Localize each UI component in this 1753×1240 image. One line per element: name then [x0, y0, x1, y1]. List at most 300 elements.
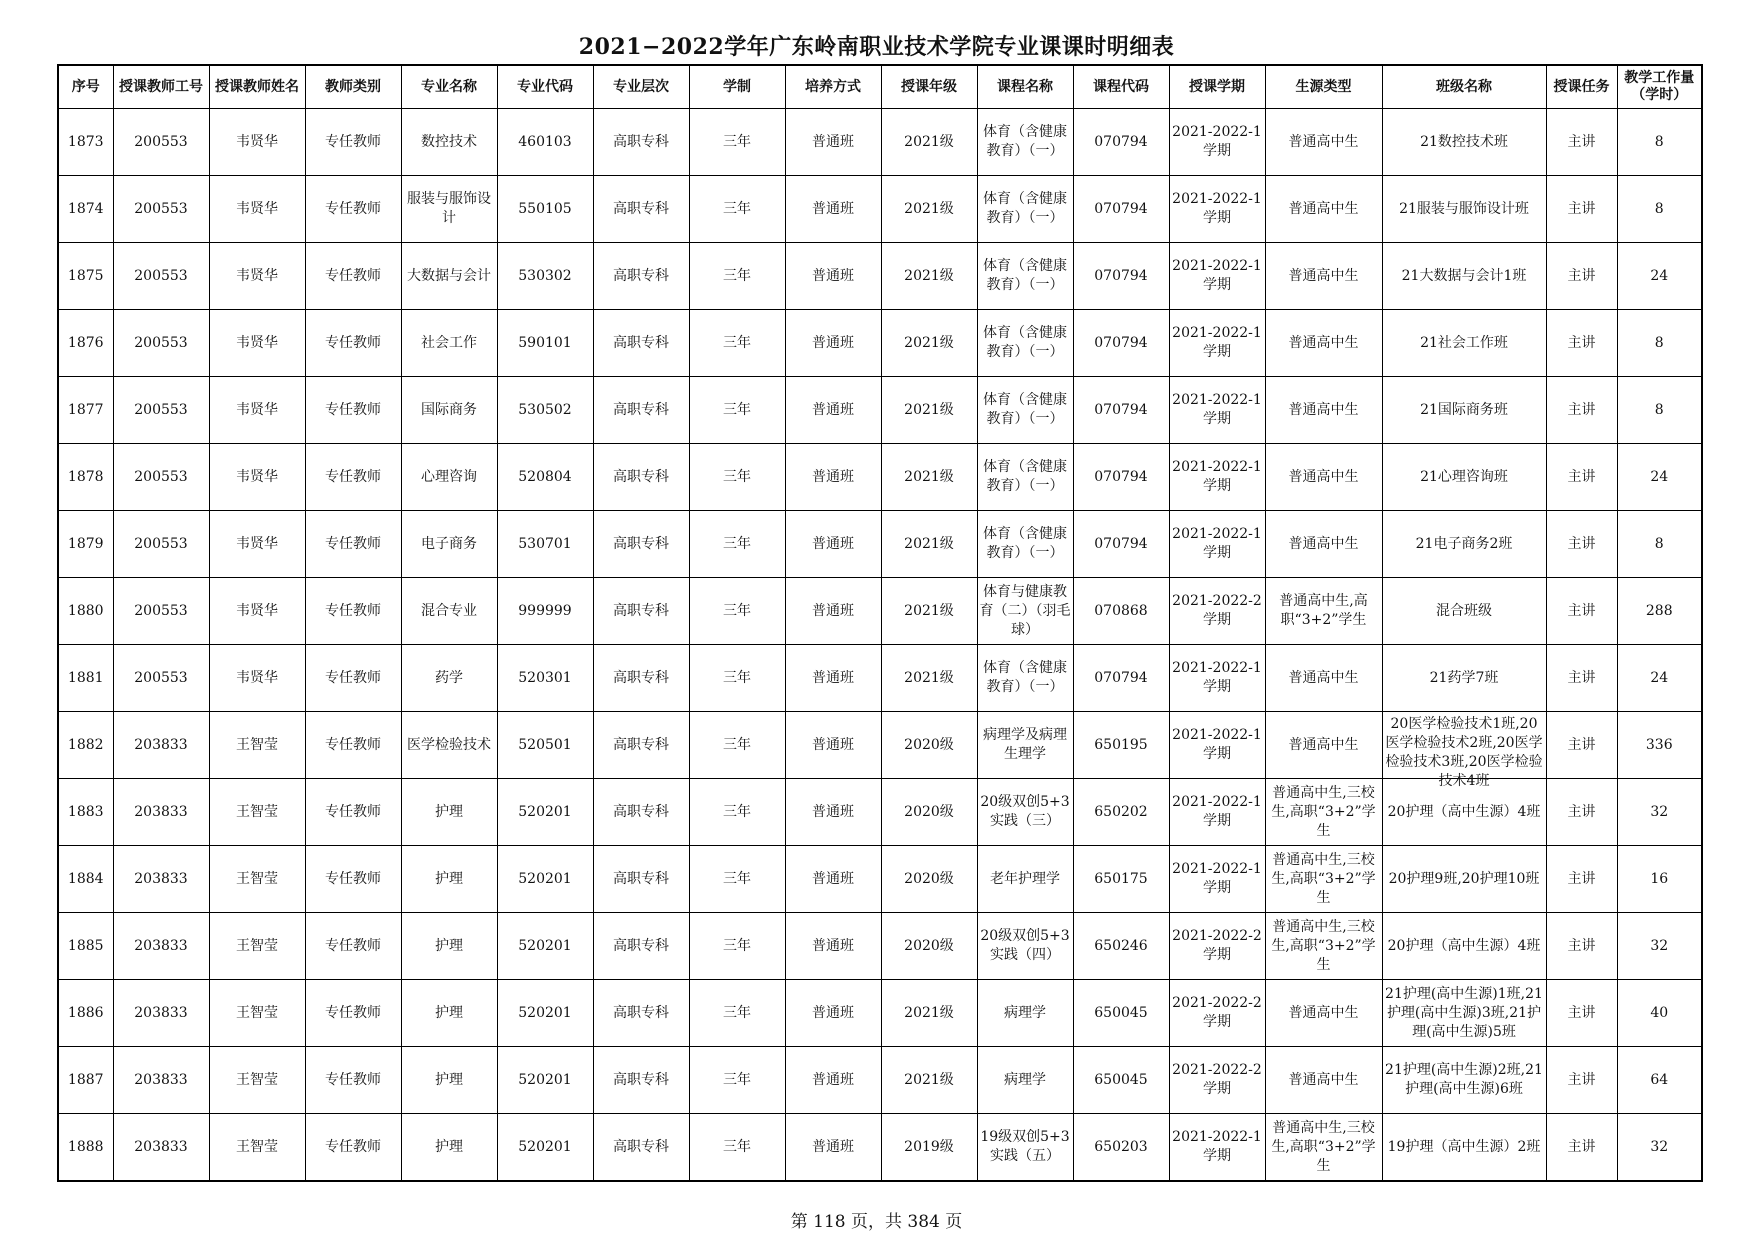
course-code: 650045 — [1094, 1004, 1148, 1021]
course-name-cell — [977, 846, 1073, 913]
major-level: 高职专科 — [613, 602, 669, 619]
row-number-cell — [58, 846, 113, 913]
teacher-category-cell — [305, 645, 401, 712]
teacher-id: 200553 — [134, 669, 188, 686]
course-name-cell — [977, 243, 1073, 310]
teaching-task: 主讲 — [1567, 1071, 1596, 1088]
major-level: 高职专科 — [613, 267, 669, 284]
teaching-task-cell — [1546, 109, 1617, 176]
teaching-task-cell — [1546, 243, 1617, 310]
major-level: 高职专科 — [613, 736, 669, 753]
row-number: 1883 — [67, 803, 104, 820]
major-code: 530302 — [518, 267, 572, 284]
column-header: 序号 — [58, 65, 113, 109]
program-length: 三年 — [723, 334, 751, 351]
teacher-id-cell — [113, 779, 209, 846]
program-length: 三年 — [723, 870, 751, 887]
student-source: 普通高中生 — [1288, 267, 1359, 284]
course-name: 19级双创5+3实践（五） — [980, 1129, 1070, 1164]
training-mode: 普通班 — [812, 1071, 854, 1088]
teacher-category-cell — [305, 913, 401, 980]
training-mode: 普通班 — [812, 468, 854, 485]
page-title: 2021−2022学年广东岭南职业技术学院专业课课时明细表 — [578, 34, 1175, 60]
workload-hours-cell — [1617, 1047, 1702, 1114]
teaching-task-cell — [1546, 980, 1617, 1047]
major-level-cell — [593, 846, 689, 913]
semester-cell — [1169, 1114, 1265, 1182]
major-code-cell — [497, 980, 593, 1047]
class-name: 21护理(高中生源)1班,21护理(高中生源)3班,21护理(高中生源)5班 — [1385, 985, 1543, 1040]
student-source: 普通高中生,三校生,高职“3+2”学生 — [1271, 918, 1376, 973]
semester-cell — [1169, 444, 1265, 511]
teacher-id-cell — [113, 444, 209, 511]
major-code: 520201 — [518, 870, 572, 887]
major-code-cell — [497, 511, 593, 578]
teacher-id-cell — [113, 913, 209, 980]
student-source: 普通高中生 — [1288, 736, 1359, 753]
training-mode-cell — [785, 1114, 881, 1182]
major-level-cell — [593, 1114, 689, 1182]
major-level-cell — [593, 779, 689, 846]
program-length-cell — [689, 310, 785, 377]
row-number-cell — [58, 645, 113, 712]
training-mode-cell — [785, 846, 881, 913]
major-name-cell — [401, 1047, 497, 1114]
grade-cell — [881, 109, 977, 176]
class-name-cell — [1382, 645, 1546, 712]
program-length-cell — [689, 712, 785, 779]
course-name: 病理学及病理生理学 — [983, 727, 1067, 762]
teaching-task-cell — [1546, 712, 1617, 779]
workload-hours-cell — [1617, 712, 1702, 779]
course-code-cell — [1073, 176, 1169, 243]
teacher-name-cell — [209, 846, 305, 913]
teacher-name-cell — [209, 377, 305, 444]
teacher-category: 专任教师 — [325, 803, 381, 820]
program-length-cell — [689, 980, 785, 1047]
table-row — [58, 578, 1702, 645]
teacher-name-cell — [209, 1114, 305, 1182]
column-header: 课程名称 — [977, 65, 1073, 109]
teacher-name: 王智莹 — [236, 1071, 278, 1088]
row-number: 1878 — [67, 468, 104, 485]
major-name: 混合专业 — [421, 602, 477, 619]
training-mode-cell — [785, 712, 881, 779]
row-number: 1886 — [67, 1004, 104, 1021]
teaching-task: 主讲 — [1567, 870, 1596, 887]
major-name-cell — [401, 913, 497, 980]
semester-cell — [1169, 779, 1265, 846]
student-source: 普通高中生,三校生,高职“3+2”学生 — [1271, 784, 1376, 839]
class-name: 20护理9班,20护理10班 — [1388, 870, 1540, 887]
table-row — [58, 1114, 1702, 1182]
teacher-category: 专任教师 — [325, 200, 381, 217]
teacher-category-cell — [305, 1114, 401, 1182]
column-header: 授课年级 — [881, 65, 977, 109]
teacher-id: 200553 — [134, 334, 188, 351]
teaching-task-cell — [1546, 176, 1617, 243]
training-mode: 普通班 — [812, 267, 854, 284]
class-name-cell — [1382, 846, 1546, 913]
grade-cell — [881, 913, 977, 980]
training-mode-cell — [785, 779, 881, 846]
major-name: 服装与服饰设计 — [407, 191, 491, 226]
student-source-cell — [1265, 176, 1382, 243]
training-mode: 普通班 — [812, 200, 854, 217]
workload-hours: 40 — [1650, 1004, 1669, 1021]
workload-hours-cell — [1617, 310, 1702, 377]
class-name: 21数控技术班 — [1420, 133, 1508, 150]
teacher-category-cell — [305, 846, 401, 913]
course-code-cell — [1073, 645, 1169, 712]
teaching-task-cell — [1546, 1047, 1617, 1114]
teacher-name: 韦贤华 — [236, 334, 278, 351]
grade-cell — [881, 444, 977, 511]
course-name-cell — [977, 109, 1073, 176]
training-mode-cell — [785, 980, 881, 1047]
major-name-cell — [401, 176, 497, 243]
program-length: 三年 — [723, 1071, 751, 1088]
column-header: 班级名称 — [1382, 65, 1546, 109]
grade: 2021级 — [904, 267, 954, 284]
workload-hours-cell — [1617, 578, 1702, 645]
semester: 2021-2022-2学期 — [1172, 995, 1262, 1030]
teacher-id: 203833 — [134, 937, 188, 954]
student-source-cell — [1265, 1047, 1382, 1114]
student-source: 普通高中生 — [1288, 468, 1359, 485]
major-code-cell — [497, 310, 593, 377]
semester-cell — [1169, 377, 1265, 444]
row-number-cell — [58, 377, 113, 444]
row-number: 1888 — [67, 1138, 104, 1155]
row-number-cell — [58, 109, 113, 176]
teacher-category: 专任教师 — [325, 1071, 381, 1088]
semester-cell — [1169, 109, 1265, 176]
course-code-cell — [1073, 980, 1169, 1047]
teaching-task: 主讲 — [1567, 267, 1596, 284]
column-header: 专业层次 — [593, 65, 689, 109]
major-code: 520804 — [518, 468, 572, 485]
major-name: 药学 — [435, 669, 463, 686]
program-length: 三年 — [723, 1004, 751, 1021]
course-code-cell — [1073, 913, 1169, 980]
teacher-category-cell — [305, 176, 401, 243]
workload-hours-cell — [1617, 377, 1702, 444]
class-name: 21大数据与会计1班 — [1401, 267, 1527, 284]
student-source: 普通高中生 — [1288, 200, 1359, 217]
program-length-cell — [689, 645, 785, 712]
program-length: 三年 — [723, 1138, 751, 1155]
training-mode: 普通班 — [812, 937, 854, 954]
major-level-cell — [593, 913, 689, 980]
teacher-id: 200553 — [134, 401, 188, 418]
course-name-cell — [977, 310, 1073, 377]
semester-cell — [1169, 176, 1265, 243]
workload-hours-cell — [1617, 511, 1702, 578]
column-header: 专业名称 — [401, 65, 497, 109]
major-name: 心理咨询 — [421, 468, 477, 485]
training-mode: 普通班 — [812, 1138, 854, 1155]
major-level-cell — [593, 712, 689, 779]
course-code: 070868 — [1094, 602, 1148, 619]
student-source-cell — [1265, 511, 1382, 578]
teacher-id: 203833 — [134, 1004, 188, 1021]
teacher-id: 203833 — [134, 736, 188, 753]
semester: 2021-2022-1学期 — [1172, 124, 1262, 159]
teacher-name-cell — [209, 176, 305, 243]
program-length-cell — [689, 578, 785, 645]
row-number: 1887 — [67, 1071, 104, 1088]
course-code-cell — [1073, 779, 1169, 846]
teacher-id-cell — [113, 1114, 209, 1182]
workload-hours: 8 — [1654, 535, 1664, 552]
teaching-task: 主讲 — [1567, 401, 1596, 418]
major-level-cell — [593, 109, 689, 176]
row-number: 1884 — [67, 870, 104, 887]
major-name: 医学检验技术 — [407, 736, 491, 753]
major-code: 520501 — [518, 736, 572, 753]
class-name-cell — [1382, 1047, 1546, 1114]
teacher-id-cell — [113, 980, 209, 1047]
teacher-id-cell — [113, 846, 209, 913]
table-row — [58, 243, 1702, 310]
grade: 2020级 — [904, 937, 954, 954]
teacher-id: 203833 — [134, 870, 188, 887]
class-name: 混合班级 — [1436, 602, 1492, 619]
workload-hours: 32 — [1650, 1138, 1669, 1155]
teacher-name-cell — [209, 913, 305, 980]
training-mode: 普通班 — [812, 669, 854, 686]
student-source-cell — [1265, 712, 1382, 779]
teacher-id: 200553 — [134, 468, 188, 485]
major-code-cell — [497, 176, 593, 243]
teacher-id-cell — [113, 377, 209, 444]
teaching-task: 主讲 — [1567, 669, 1596, 686]
teaching-task-cell — [1546, 578, 1617, 645]
major-level-cell — [593, 578, 689, 645]
table-row — [58, 176, 1702, 243]
semester: 2021-2022-1学期 — [1172, 392, 1262, 427]
course-name-cell — [977, 444, 1073, 511]
major-code: 520201 — [518, 1004, 572, 1021]
row-number: 1881 — [67, 669, 104, 686]
teacher-id: 200553 — [134, 535, 188, 552]
course-code: 070794 — [1094, 468, 1148, 485]
major-code: 550105 — [518, 200, 572, 217]
class-name: 21国际商务班 — [1420, 401, 1508, 418]
class-name-cell — [1382, 511, 1546, 578]
program-length: 三年 — [723, 267, 751, 284]
row-number: 1879 — [67, 535, 104, 552]
workload-hours-cell — [1617, 444, 1702, 511]
course-code-cell — [1073, 1114, 1169, 1182]
grade: 2021级 — [904, 401, 954, 418]
teacher-name: 王智莹 — [236, 870, 278, 887]
workload-hours: 8 — [1654, 401, 1664, 418]
major-name-cell — [401, 243, 497, 310]
teaching-task-cell — [1546, 1114, 1617, 1182]
major-level-cell — [593, 645, 689, 712]
grade-cell — [881, 176, 977, 243]
class-name-cell — [1382, 243, 1546, 310]
teacher-name-cell — [209, 980, 305, 1047]
course-name-cell — [977, 980, 1073, 1047]
program-length: 三年 — [723, 133, 751, 150]
course-name: 体育（含健康教育）（一） — [983, 325, 1067, 360]
row-number: 1882 — [67, 736, 104, 753]
workload-hours: 24 — [1650, 468, 1669, 485]
page-footer: 第 118 页，共 384 页 — [790, 1212, 963, 1232]
major-name-cell — [401, 980, 497, 1047]
student-source-cell — [1265, 846, 1382, 913]
course-code: 070794 — [1094, 535, 1148, 552]
workload-hours-cell — [1617, 645, 1702, 712]
student-source-cell — [1265, 779, 1382, 846]
grade-cell — [881, 578, 977, 645]
major-code: 590101 — [518, 334, 572, 351]
teaching-task-cell — [1546, 310, 1617, 377]
course-name: 病理学 — [1004, 1071, 1046, 1088]
class-name: 21社会工作班 — [1420, 334, 1508, 351]
course-name-cell — [977, 578, 1073, 645]
program-length-cell — [689, 779, 785, 846]
major-level: 高职专科 — [613, 803, 669, 820]
row-number: 1880 — [67, 602, 104, 619]
major-name-cell — [401, 1114, 497, 1182]
teaching-task: 主讲 — [1567, 736, 1596, 753]
major-code-cell — [497, 1114, 593, 1182]
major-level: 高职专科 — [613, 1071, 669, 1088]
major-name-cell — [401, 846, 497, 913]
teaching-task-cell — [1546, 444, 1617, 511]
class-name-cell — [1382, 444, 1546, 511]
major-level: 高职专科 — [613, 669, 669, 686]
course-name-cell — [977, 377, 1073, 444]
training-mode: 普通班 — [812, 133, 854, 150]
major-code-cell — [497, 913, 593, 980]
major-level: 高职专科 — [613, 1138, 669, 1155]
teacher-category: 专任教师 — [325, 1138, 381, 1155]
class-name-cell — [1382, 1114, 1546, 1182]
program-length: 三年 — [723, 535, 751, 552]
teacher-category: 专任教师 — [325, 133, 381, 150]
row-number-cell — [58, 511, 113, 578]
grade: 2021级 — [904, 535, 954, 552]
teacher-name-cell — [209, 243, 305, 310]
teacher-category-cell — [305, 310, 401, 377]
teacher-category-cell — [305, 377, 401, 444]
major-code: 460103 — [518, 133, 572, 150]
course-name-cell — [977, 1047, 1073, 1114]
grade: 2021级 — [904, 1071, 954, 1088]
semester-cell — [1169, 846, 1265, 913]
semester: 2021-2022-2学期 — [1172, 928, 1262, 963]
grade-cell — [881, 846, 977, 913]
teacher-name-cell — [209, 712, 305, 779]
program-length: 三年 — [723, 803, 751, 820]
course-code: 070794 — [1094, 334, 1148, 351]
course-name: 体育（含健康教育）（一） — [983, 258, 1067, 293]
teaching-task: 主讲 — [1567, 468, 1596, 485]
major-name-cell — [401, 109, 497, 176]
semester-cell — [1169, 310, 1265, 377]
grade-cell — [881, 1114, 977, 1182]
teaching-task-cell — [1546, 511, 1617, 578]
workload-hours-cell — [1617, 176, 1702, 243]
workload-hours: 8 — [1654, 133, 1664, 150]
training-mode: 普通班 — [812, 401, 854, 418]
teacher-category-cell — [305, 511, 401, 578]
column-header: 授课学期 — [1169, 65, 1265, 109]
student-source-cell — [1265, 444, 1382, 511]
row-number-cell — [58, 310, 113, 377]
course-name: 体育（含健康教育）（一） — [983, 660, 1067, 695]
course-code-cell — [1073, 712, 1169, 779]
class-name-cell — [1382, 712, 1546, 789]
student-source-cell — [1265, 310, 1382, 377]
table-row — [58, 377, 1702, 444]
semester-cell — [1169, 243, 1265, 310]
major-name: 护理 — [435, 937, 463, 954]
major-code-cell — [497, 243, 593, 310]
program-length-cell — [689, 377, 785, 444]
grade-cell — [881, 712, 977, 779]
row-number-cell — [58, 980, 113, 1047]
semester: 2021-2022-1学期 — [1172, 325, 1262, 360]
course-name: 20级双创5+3实践（三） — [980, 794, 1070, 829]
semester: 2021-2022-1学期 — [1172, 660, 1262, 695]
training-mode-cell — [785, 243, 881, 310]
student-source-cell — [1265, 645, 1382, 712]
major-name: 大数据与会计 — [407, 267, 491, 284]
teaching-task-cell — [1546, 846, 1617, 913]
teacher-name: 韦贤华 — [236, 669, 278, 686]
training-mode: 普通班 — [812, 535, 854, 552]
major-name-cell — [401, 712, 497, 779]
row-number-cell — [58, 913, 113, 980]
course-name: 体育（含健康教育）（一） — [983, 392, 1067, 427]
class-name-cell — [1382, 913, 1546, 980]
training-mode: 普通班 — [812, 803, 854, 820]
grade: 2021级 — [904, 468, 954, 485]
major-code: 999999 — [518, 602, 572, 619]
course-name: 体育（含健康教育）（一） — [983, 124, 1067, 159]
teacher-id-cell — [113, 511, 209, 578]
program-length-cell — [689, 913, 785, 980]
student-source-cell — [1265, 980, 1382, 1047]
teacher-category: 专任教师 — [325, 669, 381, 686]
major-level-cell — [593, 310, 689, 377]
workload-hours: 8 — [1654, 200, 1664, 217]
class-name: 20护理（高中生源）4班 — [1387, 803, 1541, 820]
class-name: 20护理（高中生源）4班 — [1387, 937, 1541, 954]
grade: 2021级 — [904, 133, 954, 150]
teacher-category: 专任教师 — [325, 937, 381, 954]
grade: 2021级 — [904, 200, 954, 217]
major-code-cell — [497, 444, 593, 511]
workload-hours: 16 — [1650, 870, 1669, 887]
major-level: 高职专科 — [613, 334, 669, 351]
teacher-name: 韦贤华 — [236, 401, 278, 418]
program-length: 三年 — [723, 200, 751, 217]
column-header: 教师类别 — [305, 65, 401, 109]
teaching-task-cell — [1546, 779, 1617, 846]
course-code: 070794 — [1094, 401, 1148, 418]
class-name-cell — [1382, 377, 1546, 444]
grade: 2020级 — [904, 870, 954, 887]
student-source: 普通高中生 — [1288, 669, 1359, 686]
teacher-name-cell — [209, 444, 305, 511]
